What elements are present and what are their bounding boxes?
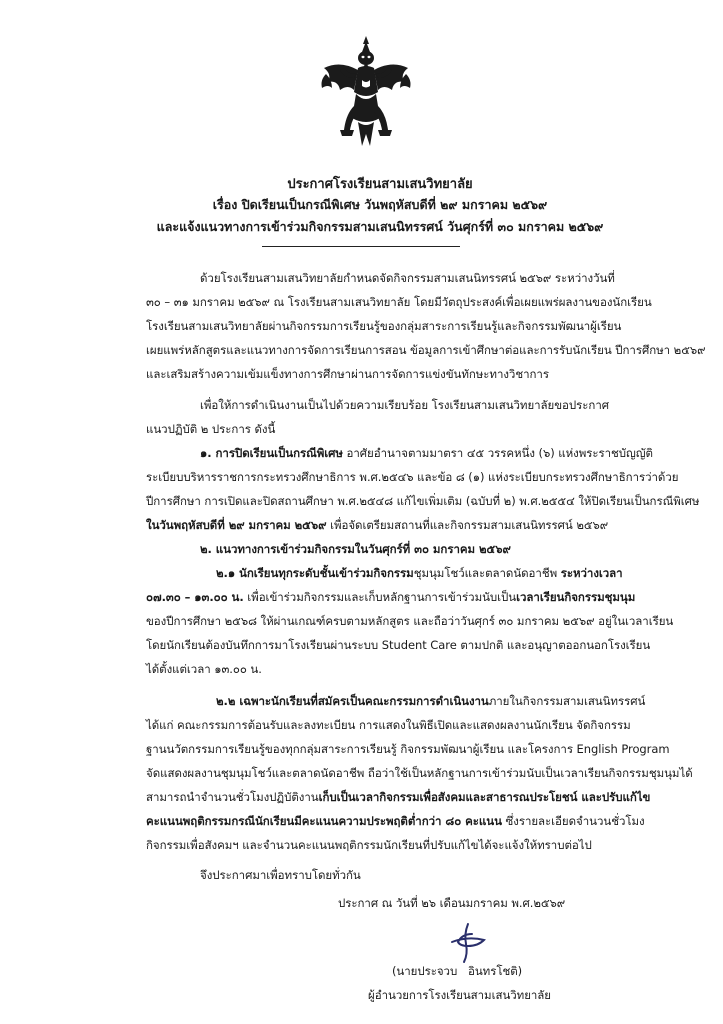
item2-1-line1-mid: ชุมนุมโชว์และตลาดนัดอาชีพ (413, 566, 561, 580)
item2-heading: ๒. แนวทางการเข้าร่วมกิจกรรมในวันศุกร์ที่ ๓๐ มกราคม ๒๕๖๙ (200, 542, 511, 556)
garuda-emblem-icon (318, 34, 414, 148)
item2-2-line5-bold: เก็บเป็นเวลากิจกรรมเพื่อสังคมและสาธารณประโยชน์ และปรับแก้ไข (318, 790, 651, 804)
item2-1-time-label: ระหว่างเวลา (560, 566, 623, 580)
signatory-title: ผู้อำนวยการโรงเรียนสามเสนวิทยาลัย (368, 988, 551, 1002)
item2-2-line6-bold: คะแนนพฤติกรรมกรณีนักเรียนมีคะแนนความประพฤติต่ำกว่า ๘๐ คะแนน (146, 814, 502, 828)
item2-1-club-time: เวลาเรียนกิจกรรมชุมนุม (516, 590, 636, 604)
item2-2-line5-a: สามารถนำจำนวนชั่วโมงปฏิบัติงาน (146, 790, 319, 804)
item2-2-line-5 (146, 788, 650, 806)
item1-date-bold: ในวันพฤหัสบดีที่ ๒๙ มกราคม ๒๕๖๙ (146, 518, 327, 532)
subject-line-1: เรื่อง ปิดเรียนเป็นกรณีพิเศษ วันพฤหัสบดีที่ ๒๙ มกราคม ๒๕๖๙ (212, 197, 548, 212)
intro-line-5: และเสริมสร้างความเข้มแข็งทางการศึกษาผ่านการจัดการแข่งขันทักษะทางวิชาการ (146, 367, 549, 381)
item1-heading: ๑. การปิดเรียนเป็นกรณีพิเศษ (200, 446, 343, 460)
item2-2-heading: ๒.๒ เฉพาะนักเรียนที่สมัครเป็นคณะกรรมการดำเนินงาน (216, 694, 489, 708)
item2-1-line-5: ได้ตั้งแต่เวลา ๑๓.๐๐ น. (146, 662, 262, 676)
item2-1-line-1 (216, 564, 623, 582)
item2-2-line-3: ฐานนวัตกรรมการเรียนรู้ของทุกกลุ่มสาระการเรียนรู้ กิจกรรมพัฒนาผู้เรียน และโครงการ English Program (146, 742, 670, 756)
announcement-date: ประกาศ ณ วันที่ ๒๖ เดือนมกราคม พ.ศ.๒๕๖๙ (338, 896, 566, 910)
item2-2-line1-rest: ภายในกิจกรรมสามเสนนิทรรศน์ (488, 694, 646, 708)
handwritten-signature-icon (438, 920, 498, 965)
item1-line4-rest: เพื่อจัดเตรียมสถานที่และกิจกรรมสามเสนนิทรรศน์ ๒๕๖๙ (326, 518, 609, 532)
item2-1-line-4: โดยนักเรียนต้องบันทึกการมาโรงเรียนผ่านระบบ Student Care ตามปกติ และอนุญาตออกนอกโรงเรียน (146, 638, 651, 652)
item2-1-line-3: ของปีการศึกษา ๒๕๖๘ ให้ผ่านเกณฑ์ครบตามหลักสูตร และถือว่าวันศุกร์ ๓๐ มกราคม ๒๕๖๙ อยู่ในเวลาเรียน (146, 614, 674, 628)
announcement-title: ประกาศโรงเรียนสามเสนวิทยาลัย (287, 177, 473, 192)
item2-1-time: ๐๗.๓๐ – ๑๓.๐๐ น. (146, 590, 244, 604)
intro-line-2: ๓๐ – ๓๑ มกราคม ๒๕๖๙ ณ โรงเรียนสามเสนวิทยาลัย โดยมีวัตถุประสงค์เพื่อเผยแพร่ผลงานของนักเรียน (146, 295, 652, 309)
item2-1-line-2 (146, 588, 635, 606)
item2-1-line2-mid: เพื่อเข้าร่วมกิจกรรมและเก็บหลักฐานการเข้าร่วมนับเป็น (243, 590, 517, 604)
item1-line-1 (200, 444, 653, 462)
item2-2-line-1 (216, 692, 645, 710)
item2-2-line-6 (146, 812, 645, 830)
item2-2-line-2: ได้แก่ คณะกรรมการต้อนรับและลงทะเบียน การแสดงในพิธีเปิดและแสดงผลงานนักเรียน จัดกิจกรรม (146, 718, 631, 732)
intro-line-4: เผยแพร่หลักสูตรและแนวทางการจัดการเรียนการสอน ข้อมูลการเข้าศึกษาต่อและการรับนักเรียน ปีการศึกษา ๒๕๖๙ (146, 343, 706, 357)
header-divider (262, 246, 460, 247)
closing-line: จึงประกาศมาเพื่อทราบโดยทั่วกัน (200, 868, 361, 882)
item2-2-line-7: กิจกรรมเพื่อสังคมฯ และจำนวนคะแนนพฤติกรรมนักเรียนที่ปรับแก้ไขได้จะแจ้งให้ทราบต่อไป (146, 838, 592, 852)
item2-2-line-4: จัดแสดงผลงานชุมนุมโชว์และตลาดนัดอาชีพ ถือว่าใช้เป็นหลักฐานการเข้าร่วมนับเป็นเวลาเรียนกิจกรรมชุมนุมได้ (146, 766, 693, 780)
purpose-line-2: แนวปฏิบัติ ๒ ประการ ดังนี้ (146, 422, 276, 436)
purpose-line-1: เพื่อให้การดำเนินงานเป็นไปด้วยความเรียบร้อย โรงเรียนสามเสนวิทยาลัยขอประกาศ (200, 398, 609, 412)
item2-2-line6-rest: ซึ่งรายละเอียดจำนวนชั่วโมง (501, 814, 645, 828)
subject-line-2: และแจ้งแนวทางการเข้าร่วมกิจกรรมสามเสนนิทรรศน์ วันศุกร์ที่ ๓๐ มกราคม ๒๕๖๙ (156, 219, 604, 234)
intro-line-1: ด้วยโรงเรียนสามเสนวิทยาลัยกำหนดจัดกิจกรรมสามเสนนิทรรศน์ ๒๕๖๙ ระหว่างวันที่ (200, 271, 615, 285)
item2-1-heading: ๒.๑ นักเรียนทุกระดับชั้นเข้าร่วมกิจกรรม (216, 566, 414, 580)
item1-line1-rest: อาศัยอำนาจตามมาตรา ๔๕ วรรคหนึ่ง (๖) แห่งพระราชบัญญัติ (342, 446, 653, 460)
item1-line-2: ระเบียบบริหารราชการกระทรวงศึกษาธิการ พ.ศ.๒๕๔๖ และข้อ ๘ (๑) แห่งระเบียบกระทรวงศึกษาธิการว่าด้วย (146, 470, 679, 484)
item1-line-3: ปีการศึกษา การเปิดและปิดสถานศึกษา พ.ศ.๒๕๔๘ แก้ไขเพิ่มเติม (ฉบับที่ ๒) พ.ศ.๒๕๕๔ ให้ปิดเรียนเป็นกรณีพิเศษ (146, 494, 700, 508)
item1-line-4 (146, 516, 608, 534)
signatory-name: (นายประจวบ อินทรโชติ) (392, 964, 523, 978)
intro-line-3: โรงเรียนสามเสนวิทยาลัยผ่านกิจกรรมการเรียนรู้ของกลุ่มสาระการเรียนรู้และกิจกรรมพัฒนาผู้เรียน (146, 319, 622, 333)
